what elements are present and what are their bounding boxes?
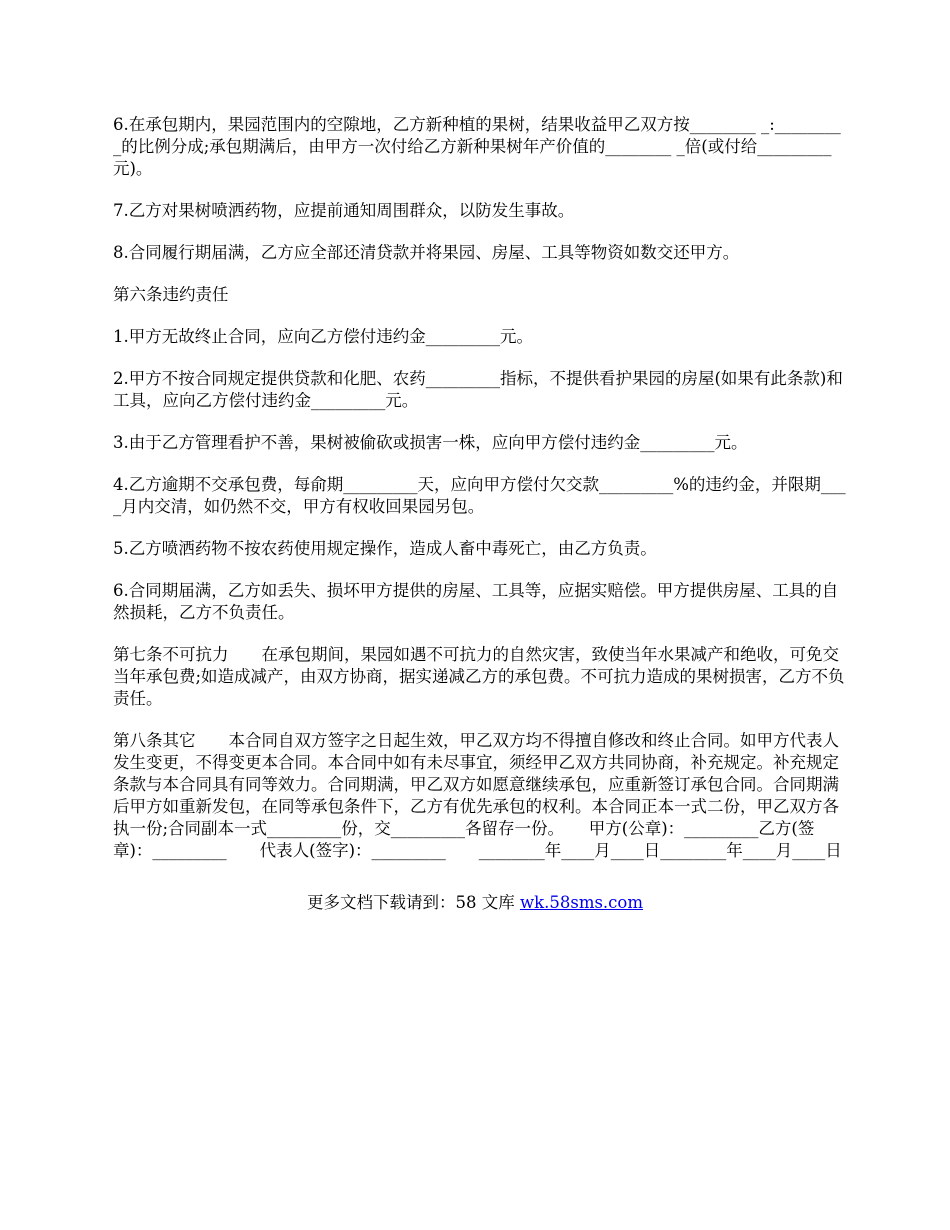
- breach-item-2: 2.甲方不按合同规定提供贷款和化肥、农药_________指标，不提供看护果园的房屋(如果有此条款)和工具，应向乙方偿付违约金_________元。: [113, 369, 843, 410]
- clause-6-orchard-new-trees: 6.在承包期内，果园范围内的空隙地，乙方新种植的果树，结果收益甲乙双方按________ _:_________的比例分成;承包期满后，由甲方一次付给乙方新种果树年产价值的________ _倍(或付给_________元)。: [113, 115, 841, 178]
- document-body: [113, 114, 848, 882]
- section-heading-article-6: 第六条违约责任: [113, 285, 229, 304]
- breach-item-1: 1.甲方无故终止合同，应向乙方偿付违约金_________元。: [113, 327, 533, 346]
- clause-8-contract-expiry: 8.合同履行期届满，乙方应全部还清贷款并将果园、房屋、工具等物资如数交还甲方。: [113, 243, 740, 262]
- breach-item-4: 4.乙方逾期不交承包费，每俞期_________天，应向甲方偿付欠交款_________%的违约金，并限期____月内交清，如仍然不交，甲方有权收回果园另包。: [113, 475, 846, 516]
- footer-text: 更多文档下载请到：58 文库: [306, 893, 520, 912]
- breach-item-3: 3.由于乙方管理看护不善，果树被偷砍或损害一株，应向甲方偿付违约金_________元。: [113, 433, 748, 452]
- article-8-other-terms: 第八条其它 本合同自双方签字之日起生效，甲乙双方均不得擅自修改和终止合同。如甲方代表人发生变更，不得变更本合同。本合同中如有未尽事宜，须经甲乙双方共同协商，补充规定。补充规定条款与本合同具有同等效力。合同期满，甲乙双方如愿意继续承包，应重新签订承包合同。合同期满后甲方如重新发包，在同等承包条件下，乙方有优先承包的权利。本合同正本一式二份，甲乙双方各执一份;合同副本一式_________份，交_________各留存一份。 甲方(公章)：_________乙方(签章)：_________ 代表人(签字)：_________ ________年____月____日________年____月____日: [113, 731, 842, 860]
- footer-link[interactable]: wk.58sms.com: [519, 893, 643, 912]
- breach-item-5: 5.乙方喷洒药物不按农药使用规定操作，造成人畜中毒死亡，由乙方负责。: [113, 539, 657, 558]
- download-footer: [0, 892, 950, 914]
- breach-item-6: 6.合同期届满，乙方如丢失、损坏甲方提供的房屋、工具等，应据实赔偿。甲方提供房屋、工具的自然损耗，乙方不负责任。: [113, 581, 839, 622]
- clause-7-spraying-notice: 7.乙方对果树喷洒药物，应提前通知周围群众，以防发生事故。: [113, 201, 575, 220]
- article-7-force-majeure: 第七条不可抗力 在承包期间，果园如遇不可抗力的自然灾害，致使当年水果减产和绝收，可免交当年承包费;如造成减产，由双方协商，据实递减乙方的承包费。不可抗力造成的果树损害，乙方不负责任。: [113, 645, 845, 708]
